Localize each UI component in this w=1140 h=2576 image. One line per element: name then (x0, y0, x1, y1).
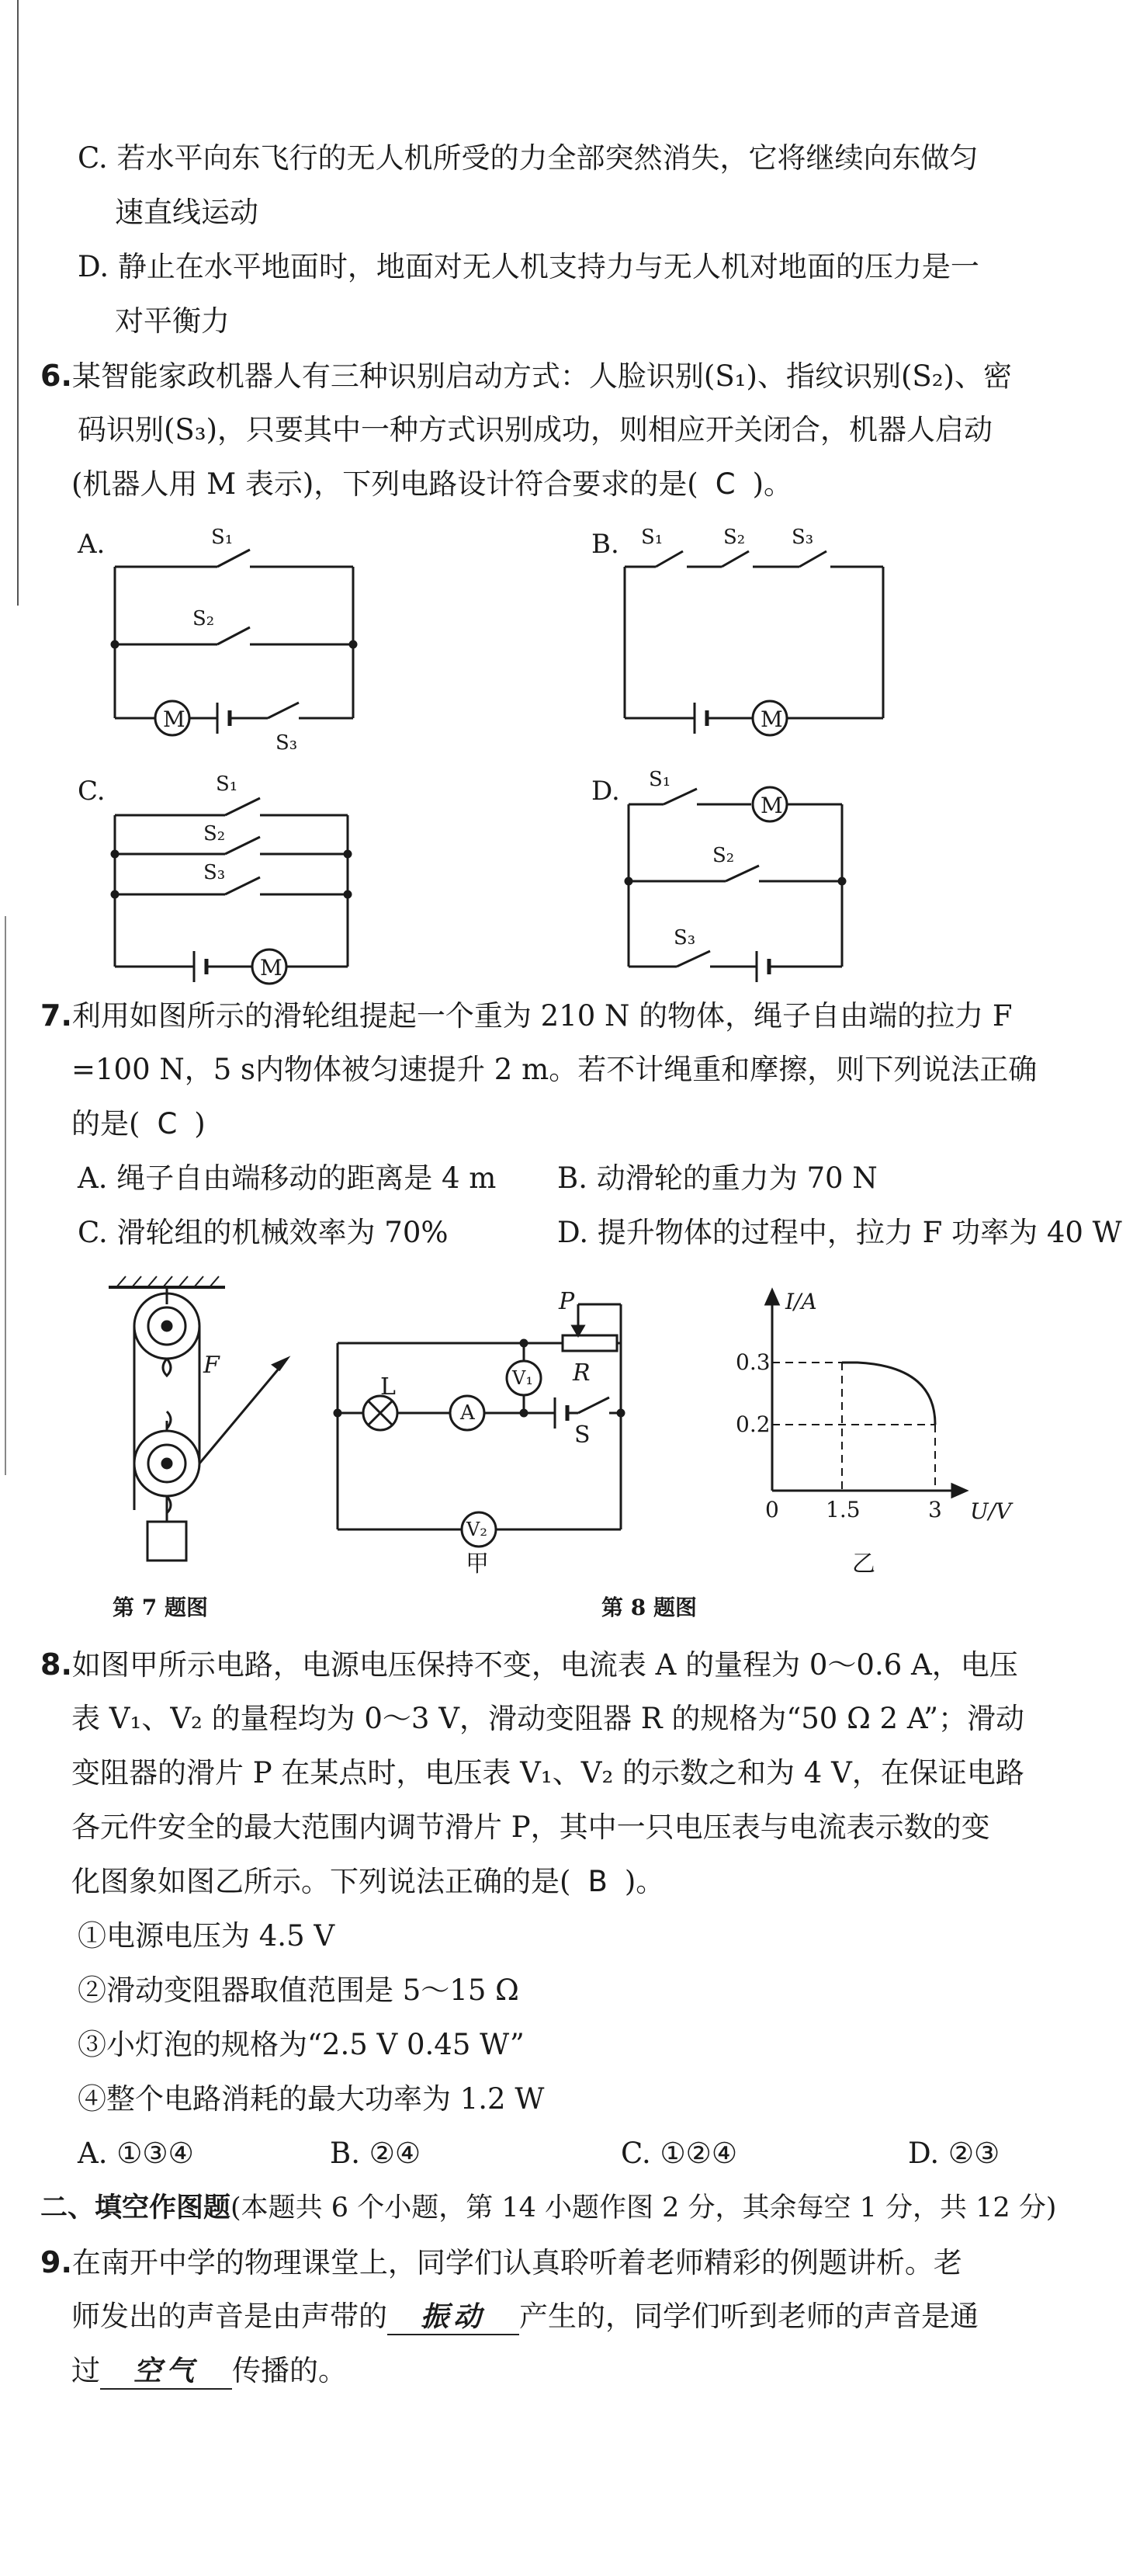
q8-line5 (71, 1865, 664, 1899)
circuit-d-label: D. (591, 776, 620, 807)
q8-statement-4: ④整个电路消耗的最大功率为 1.2 W (78, 2082, 545, 2116)
fig7-caption: 第 7 题图 (113, 1595, 208, 1620)
q6-number: 6. (40, 359, 72, 393)
q5-option-c-line2: 速直线运动 (115, 196, 258, 229)
c-s1: S₁ (216, 772, 238, 796)
q8-option-a: A. ①③④ (78, 2137, 194, 2170)
q9-line2-post: 产生的，同学们听到老师的声音是通 (519, 2300, 979, 2333)
weight-block (147, 1522, 186, 1561)
section2-title: 二、填空作图题 (40, 2192, 231, 2224)
q8-option-b: B. ②④ (330, 2137, 421, 2170)
svg-text:M: M (761, 706, 783, 732)
q6-line3-post: )。 (752, 467, 792, 501)
a-s3: S₃ (275, 731, 298, 755)
section2-note: (本题共 6 个小题，第 14 小题作图 2 分，其余每空 1 分，共 12 分) (230, 2192, 1057, 2224)
q9-line3 (71, 2354, 347, 2390)
q9-line1 (40, 2245, 962, 2280)
a-s2: S₂ (192, 607, 215, 630)
graph-ytick-02: 0.2 (736, 1411, 771, 1437)
q7-option-a: A. 绳子自由端移动的距离是 4 m (78, 1161, 497, 1195)
q8-line4: 各元件安全的最大范围内调节滑片 P，其中一只电压表与电流表示数的变 (71, 1810, 990, 1844)
svg-text:M: M (163, 706, 185, 732)
q8-line5-pre: 化图象如图乙所示。下列说法正确的是( (71, 1865, 571, 1898)
circuit-a-label: A. (78, 529, 106, 560)
fig8-caption: 第 8 题图 (601, 1595, 697, 1620)
fig8-p: P (559, 1288, 575, 1315)
graph-xtick-0: 0 (765, 1497, 779, 1522)
d-s1: S₁ (649, 768, 671, 791)
q7-text1: 利用如图所示的滑轮组提起一个重为 210 N 的物体，绳子自由端的拉力 F (71, 999, 1013, 1033)
q8-line1 (40, 1647, 1018, 1682)
circuit-c-label: C. (78, 776, 106, 807)
graph-x-axis: U/V (970, 1498, 1012, 1524)
q9-line2-pre: 师发出的声音是由声带的 (71, 2300, 387, 2333)
q9-line3-post: 传播的。 (232, 2354, 347, 2387)
q7-line3-post: ) (194, 1107, 206, 1140)
q6-circuits (0, 512, 1140, 994)
q5-option-d-line1: D. 静止在水平地面时，地面对无人机支持力与无人机对地面的压力是一 (78, 250, 979, 283)
svg-text:M: M (260, 955, 282, 981)
fig8-v2: V₂ (466, 1519, 487, 1540)
q6-text1: 某智能家政机器人有三种识别启动方式：人脸识别(S₁)、指纹识别(S₂)、密 (71, 359, 1012, 393)
q6-line3 (71, 467, 792, 502)
svg-text:M: M (761, 793, 783, 818)
d-s3: S₃ (674, 926, 696, 950)
fig8-r: R (573, 1359, 591, 1387)
q6-line2: 码识别(S₃)，只要其中一种方式识别成功，则相应开关闭合，机器人启动 (78, 413, 993, 446)
q5-option-d-line2: 对平衡力 (115, 304, 230, 338)
q8-line2: 表 V₁、V₂ 的量程均为 0～3 V，滑动变阻器 R 的规格为“50 Ω 2 A”；滑动 (71, 1702, 1025, 1735)
q8-statement-1: ①电源电压为 4.5 V (78, 1919, 335, 1953)
fig8-circuit-label: 甲 (466, 1550, 489, 1578)
circuit-d (591, 768, 845, 982)
b-s1: S₁ (641, 526, 664, 549)
q8-line5-post: )。 (624, 1865, 665, 1898)
q8-option-d: D. ②③ (908, 2137, 1000, 2170)
q9-blank1-answer: 振动 (420, 2300, 486, 2333)
graph-ytick-03: 0.3 (736, 1349, 771, 1375)
circuit-b-label: B. (591, 529, 619, 560)
q9-text1: 在南开中学的物理课堂上，同学们认真聆听着老师精彩的例题讲析。老 (71, 2246, 962, 2279)
fig8-s: S (574, 1422, 591, 1449)
q8-answer: B (587, 1865, 608, 1898)
b-s3: S₃ (792, 526, 814, 549)
q9-number: 9. (40, 2245, 72, 2279)
q8-number: 8. (40, 1647, 72, 1682)
circuit-b (591, 526, 883, 735)
q7-line1 (40, 998, 1013, 1033)
q9-blank2-answer: 空气 (133, 2355, 199, 2387)
q8-statement-2: ②滑动变阻器取值范围是 5～15 Ω (78, 1974, 519, 2007)
circuit-a (77, 526, 356, 755)
q8-line3: 变阻器的滑片 P 在某点时，电压表 V₁、V₂ 的示数之和为 4 V，在保证电路 (71, 1756, 1024, 1790)
graph-y-axis: I/A (785, 1289, 817, 1314)
q7-option-b: B. 动滑轮的重力为 70 N (557, 1161, 878, 1195)
q7-number: 7. (40, 998, 72, 1033)
b-s2: S₂ (723, 526, 746, 549)
graph-xtick-3: 3 (928, 1497, 942, 1522)
q7-option-c: C. 滑轮组的机械效率为 70% (78, 1216, 449, 1249)
q8-text1: 如图甲所示电路，电源电压保持不变，电流表 A 的量程为 0～0.6 A，电压 (71, 1648, 1018, 1682)
a-s1: S₁ (211, 526, 234, 549)
q8-option-c: C. ①②④ (621, 2137, 738, 2170)
c-s3: S₃ (203, 861, 226, 884)
q6-line1 (40, 359, 1012, 394)
q9-blank1 (387, 2300, 519, 2335)
q8-statement-3: ③小灯泡的规格为“2.5 V 0.45 W” (78, 2028, 525, 2061)
q9-blank2 (100, 2354, 232, 2390)
c-s2: S₂ (203, 822, 226, 845)
q7-option-d: D. 提升物体的过程中，拉力 F 功率为 40 W (557, 1216, 1122, 1249)
section2-heading (40, 2191, 1056, 2225)
rheostat-r (563, 1335, 617, 1351)
q6-line3-pre: (机器人用 M 表示)，下列电路设计符合要求的是( (71, 467, 698, 501)
fig7-pulley (85, 1273, 318, 1599)
graph-xtick-15: 1.5 (826, 1497, 861, 1522)
q5-option-c-line1: C. 若水平向东飞行的无人机所受的力全部突然消失，它将继续向东做匀 (78, 141, 979, 175)
fig8-l: L (380, 1373, 396, 1401)
q7-line3 (71, 1107, 206, 1141)
fig8-a: A (460, 1401, 475, 1425)
left-margin-rule-lower (5, 916, 6, 1475)
q6-answer: C (715, 467, 736, 501)
fig8-v1: V₁ (512, 1367, 533, 1389)
graph-label: 乙 (852, 1550, 875, 1578)
circuit-c (78, 772, 351, 984)
d-s2: S₂ (712, 844, 735, 867)
q7-answer: C (157, 1107, 178, 1140)
q7-line3-pre: 的是( (71, 1107, 140, 1140)
q9-line3-pre: 过 (71, 2354, 100, 2387)
q7-line2: =100 N，5 s内物体被匀速提升 2 m。若不计绳重和摩擦，则下列说法正确 (71, 1053, 1038, 1086)
q9-line2 (71, 2300, 979, 2335)
fig7-force-label: F (203, 1352, 220, 1379)
graph-curve (842, 1363, 935, 1425)
